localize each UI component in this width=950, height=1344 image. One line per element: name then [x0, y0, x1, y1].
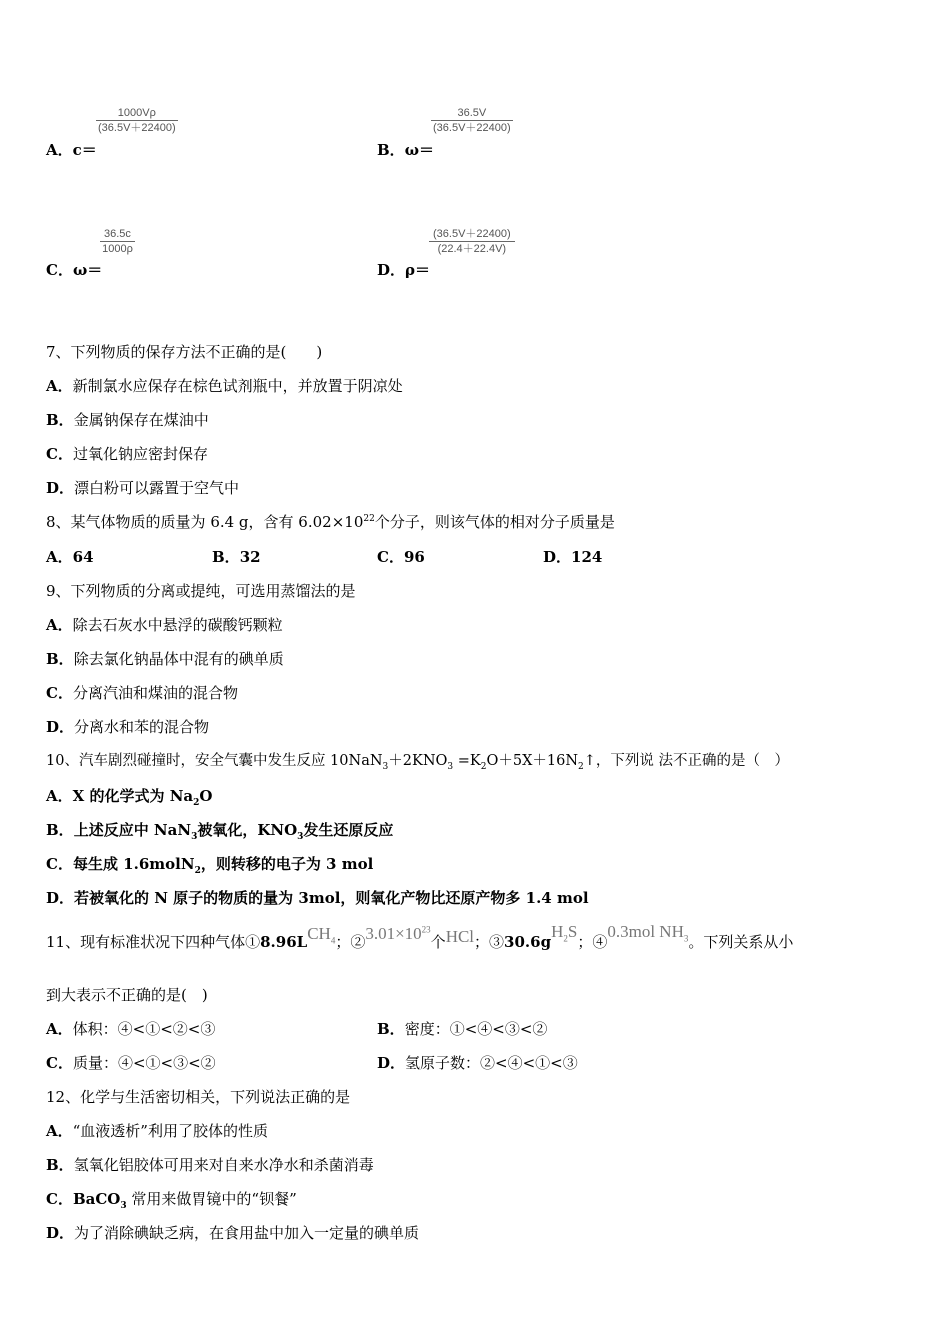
q6-b-fraction [431, 106, 513, 135]
option-label: B． [377, 141, 405, 159]
q11-option-c: C．质量：④<①<③<② [46, 1054, 216, 1072]
q8-stem: 8、某气体物质的质量为 6.4 g，含有 $6.02\times 10^{22}$个分子，则该气体的相对分子质量是 [46, 513, 615, 531]
q9-option-a: A．除去石灰水中悬浮的碳酸钙颗粒 [46, 616, 283, 634]
fraction-denominator: (36.5V＋22400) [433, 122, 511, 134]
q7-option-d: D．漂白粉可以露置于空气中 [46, 479, 240, 497]
q6-c-fraction [100, 227, 135, 256]
option-lhs: ρ＝ [405, 261, 430, 279]
q8-option-a: A．64 [46, 548, 94, 566]
fraction-denominator: (36.5V＋22400) [98, 122, 176, 134]
q12-option-a: A．“血液透析”利用了胶体的性质 [46, 1122, 268, 1140]
q9-option-c: C．分离汽油和煤油的混合物 [46, 684, 238, 702]
option-lhs: ω＝ [72, 261, 103, 279]
q9-option-d: D．分离水和苯的混合物 [46, 718, 210, 736]
q12-option-b: B．氢氧化铝胶体可用来对自来水净水和杀菌消毒 [46, 1156, 374, 1174]
q7-stem: 7、下列物质的保存方法不正确的是( ) [46, 343, 323, 361]
q10-stem: 10、汽车剧烈碰撞时，安全气囊中发生反应 $10NaN_3+2KNO_3$ $=K_2O+5X+16N_2↑$，下列说 法不正确的是（ ） [46, 753, 790, 772]
q10-option-c: C．每生成 1.6molN$_2$，则转移的电子为 3 mol [46, 855, 374, 876]
q6-a-fraction [96, 106, 178, 135]
q11-stem-line2: 到大表示不正确的是( ) [46, 986, 208, 1004]
q11-option-d: D．氢原子数：②<④<①<③ [377, 1054, 578, 1072]
option-lhs: ω＝ [404, 141, 434, 159]
q6-d-fraction [429, 227, 515, 256]
fraction-numerator: 36.5V [431, 106, 513, 121]
q10-option-d: D．若被氧化的 N 原子的物质的量为 3mol，则氧化产物比还原产物多 1.4 mol [46, 889, 589, 907]
q9-option-b: B．除去氯化钠晶体中混有的碘单质 [46, 650, 284, 668]
fraction-denominator: 1000ρ [102, 243, 133, 255]
option-lhs: c＝ [72, 141, 97, 159]
q9-stem: 9、下列物质的分离或提纯，可选用蒸馏法的是 [46, 582, 356, 600]
q8-option-d: D．124 [543, 548, 603, 566]
q12-option-d: D．为了消除碘缺乏病，在食用盐中加入一定量的碘单质 [46, 1224, 420, 1242]
option-label: C． [46, 261, 73, 279]
option-label: D． [377, 261, 406, 279]
q11-stem-line1: 11、现有标准状况下四种气体$①8.96LCH_4$；$②3.01\times 10^{23}$个HCl；$③30.6gH_2S$；④0.3mol $NH_3$。下列关系从小 [46, 922, 794, 951]
q12-option-c: C．BaCO$_3$ 常用来做胃镜中的“钡餐” [46, 1190, 297, 1211]
q11-option-b: B．密度：①<④<③<② [377, 1020, 548, 1038]
q7-option-b: B．金属钠保存在煤油中 [46, 411, 209, 429]
fraction-numerator: 1000Vρ [96, 106, 178, 121]
q10-option-b: B．上述反应中 NaN$_3$被氧化，$KNO_3$发生还原反应 [46, 821, 394, 842]
q8-option-c: C．96 [377, 548, 425, 566]
q11-option-a: A．体积：④<①<②<③ [46, 1020, 216, 1038]
q12-stem: 12、化学与生活密切相关，下列说法正确的是 [46, 1088, 351, 1106]
fraction-numerator: (36.5V＋22400) [429, 227, 515, 242]
q7-option-c: C．过氧化钠应密封保存 [46, 445, 208, 463]
q7-option-a: A．新制氯水应保存在棕色试剂瓶中，并放置于阴凉处 [46, 377, 403, 395]
option-label: A． [46, 141, 73, 159]
q8-option-b: B．32 [212, 548, 261, 566]
fraction-numerator: 36.5c [100, 227, 135, 242]
fraction-denominator: (22.4＋22.4V) [437, 243, 507, 255]
q10-option-a: A．X 的化学式为 $Na_2O$ [46, 787, 213, 808]
